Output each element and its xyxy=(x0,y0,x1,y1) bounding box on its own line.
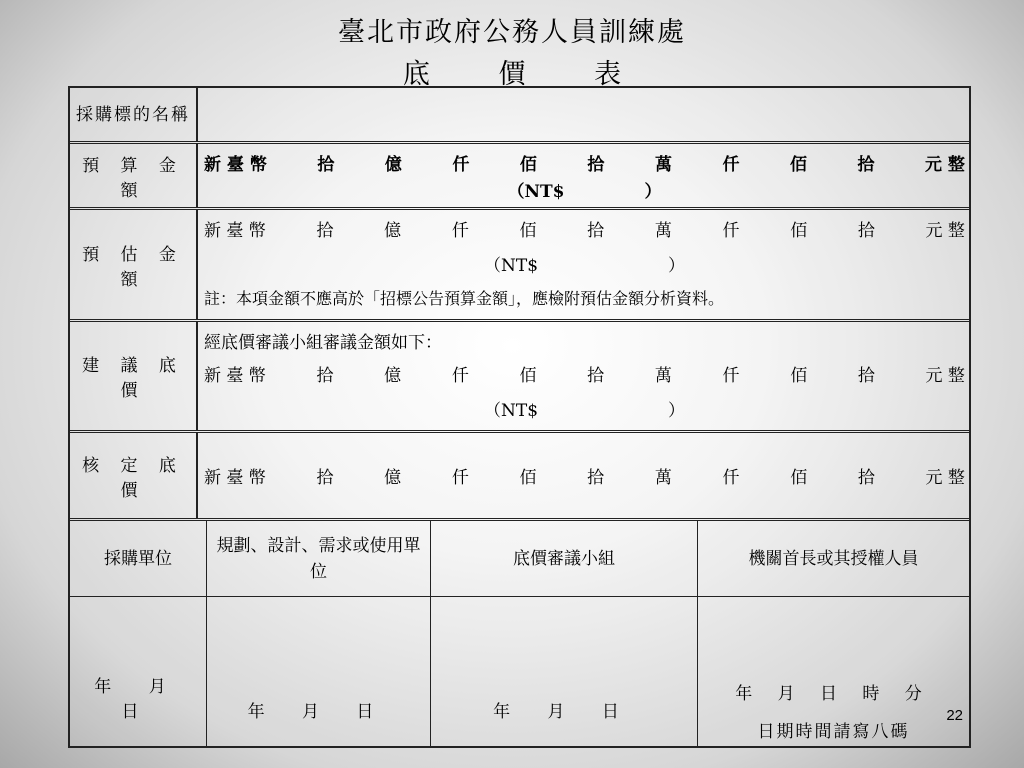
unit-thousand: 仟 xyxy=(722,366,740,386)
unit-ten-thousand: 萬 xyxy=(654,155,672,175)
procurement-target-field[interactable] xyxy=(200,88,969,141)
page-title: 臺北市政府公務人員訓練處 xyxy=(338,17,686,48)
signature-user-unit[interactable] xyxy=(207,597,431,746)
suggested-amount-line xyxy=(200,361,969,386)
header-agency-head: 機關首長或其授權人員 xyxy=(698,521,969,597)
label-suggested: 建 議 底 價 xyxy=(70,322,198,430)
suggested-intro: 經底價審議小組審議金額如下： xyxy=(204,333,442,353)
unit-hundred: 佰 xyxy=(790,221,808,241)
date-line: 年 月 日 xyxy=(94,677,182,722)
signature-review-group[interactable] xyxy=(431,597,698,746)
unit-dollars-exact: 元 整 xyxy=(925,221,965,241)
header-user-unit: 規劃、設計、需求或使用單位 xyxy=(207,521,431,597)
page-number: 22 xyxy=(946,707,963,724)
unit-ten: 拾 xyxy=(587,468,605,488)
unit-thousand: 仟 xyxy=(722,155,740,175)
nt-open: （NT$ xyxy=(507,182,565,202)
budget-amount-line xyxy=(200,150,969,175)
unit-ten: 拾 xyxy=(587,221,605,241)
nt-close: ） xyxy=(644,182,662,202)
approved-field[interactable] xyxy=(200,433,969,518)
nt-close: ） xyxy=(668,401,686,421)
signoff-table xyxy=(70,521,969,746)
unit-ten: 拾 xyxy=(857,468,875,488)
row-procurement-target xyxy=(70,88,969,144)
unit-hundred-million: 億 xyxy=(384,155,402,175)
unit-hundred: 佰 xyxy=(790,468,808,488)
unit-ten: 拾 xyxy=(316,366,334,386)
suggested-nt-line xyxy=(200,396,969,421)
nt-open: （NT$ xyxy=(483,401,539,421)
unit-thousand: 仟 xyxy=(452,155,470,175)
unit-thousand: 仟 xyxy=(722,468,740,488)
budget-nt-line xyxy=(200,177,969,202)
unit-ten: 拾 xyxy=(857,221,875,241)
unit-hundred: 佰 xyxy=(790,366,808,386)
signature-agency-head[interactable] xyxy=(698,597,969,746)
signature-procurement-unit[interactable] xyxy=(70,597,207,746)
row-suggested xyxy=(70,322,969,433)
unit-hundred: 佰 xyxy=(519,221,537,241)
unit-ten-thousand: 萬 xyxy=(654,366,672,386)
row-budget xyxy=(70,144,969,210)
unit-hundred-million: 億 xyxy=(384,221,402,241)
unit-ntd: 新 臺 幣 xyxy=(204,155,267,175)
unit-thousand: 仟 xyxy=(451,221,469,241)
unit-hundred: 佰 xyxy=(519,468,537,488)
datetime-note: 日期時間請寫八碼 xyxy=(757,722,910,742)
page-subtitle: 底 價 表 xyxy=(402,59,652,90)
unit-ten: 拾 xyxy=(316,468,334,488)
unit-hundred: 佰 xyxy=(519,366,537,386)
unit-ten-thousand: 萬 xyxy=(654,221,672,241)
unit-ntd: 新 臺 幣 xyxy=(204,468,266,488)
date-line: 年 月 日 xyxy=(247,702,390,722)
header-review-group: 底價審議小組 xyxy=(431,521,698,597)
approved-amount-line xyxy=(200,463,969,488)
nt-open: （NT$ xyxy=(483,256,539,276)
unit-thousand: 仟 xyxy=(722,221,740,241)
label-estimate: 預 估 金 額 xyxy=(70,210,198,319)
estimate-field[interactable] xyxy=(200,210,969,319)
label-approved: 核 定 底 價 xyxy=(70,433,198,518)
unit-dollars-exact: 元 整 xyxy=(925,366,965,386)
date-line: 年 月 日 xyxy=(493,702,635,722)
unit-ten: 拾 xyxy=(317,155,335,175)
estimate-note: 註：本項金額不應高於「招標公告預算金額」，應檢附預估金額分析資料。 xyxy=(204,289,725,308)
unit-ten: 拾 xyxy=(587,155,605,175)
unit-ten: 拾 xyxy=(857,366,875,386)
price-table xyxy=(68,86,971,748)
unit-thousand: 仟 xyxy=(451,468,469,488)
unit-ntd: 新 臺 幣 xyxy=(204,366,266,386)
nt-close: ） xyxy=(668,256,686,276)
suggested-field[interactable] xyxy=(200,322,969,430)
unit-ten: 拾 xyxy=(857,155,875,175)
unit-dollars-exact: 元 整 xyxy=(925,155,965,175)
unit-ten-thousand: 萬 xyxy=(654,468,672,488)
unit-hundred: 佰 xyxy=(789,155,807,175)
unit-hundred: 佰 xyxy=(519,155,537,175)
datetime-line: 年 月 日 時 分 xyxy=(735,684,932,704)
unit-thousand: 仟 xyxy=(451,366,469,386)
header-procurement-unit: 採購單位 xyxy=(70,521,207,597)
label-budget: 預 算 金 額 xyxy=(70,144,198,207)
unit-ntd: 新 臺 幣 xyxy=(204,221,266,241)
unit-ten: 拾 xyxy=(587,366,605,386)
unit-ten: 拾 xyxy=(316,221,334,241)
row-approved xyxy=(70,433,969,521)
unit-hundred-million: 億 xyxy=(384,366,402,386)
label-procurement-target: 採購標的名稱 xyxy=(70,88,198,141)
unit-dollars-exact: 元 整 xyxy=(925,468,965,488)
unit-hundred-million: 億 xyxy=(384,468,402,488)
estimate-amount-line xyxy=(200,216,969,241)
row-estimate xyxy=(70,210,969,322)
budget-field[interactable] xyxy=(200,144,969,207)
estimate-nt-line xyxy=(200,251,969,276)
